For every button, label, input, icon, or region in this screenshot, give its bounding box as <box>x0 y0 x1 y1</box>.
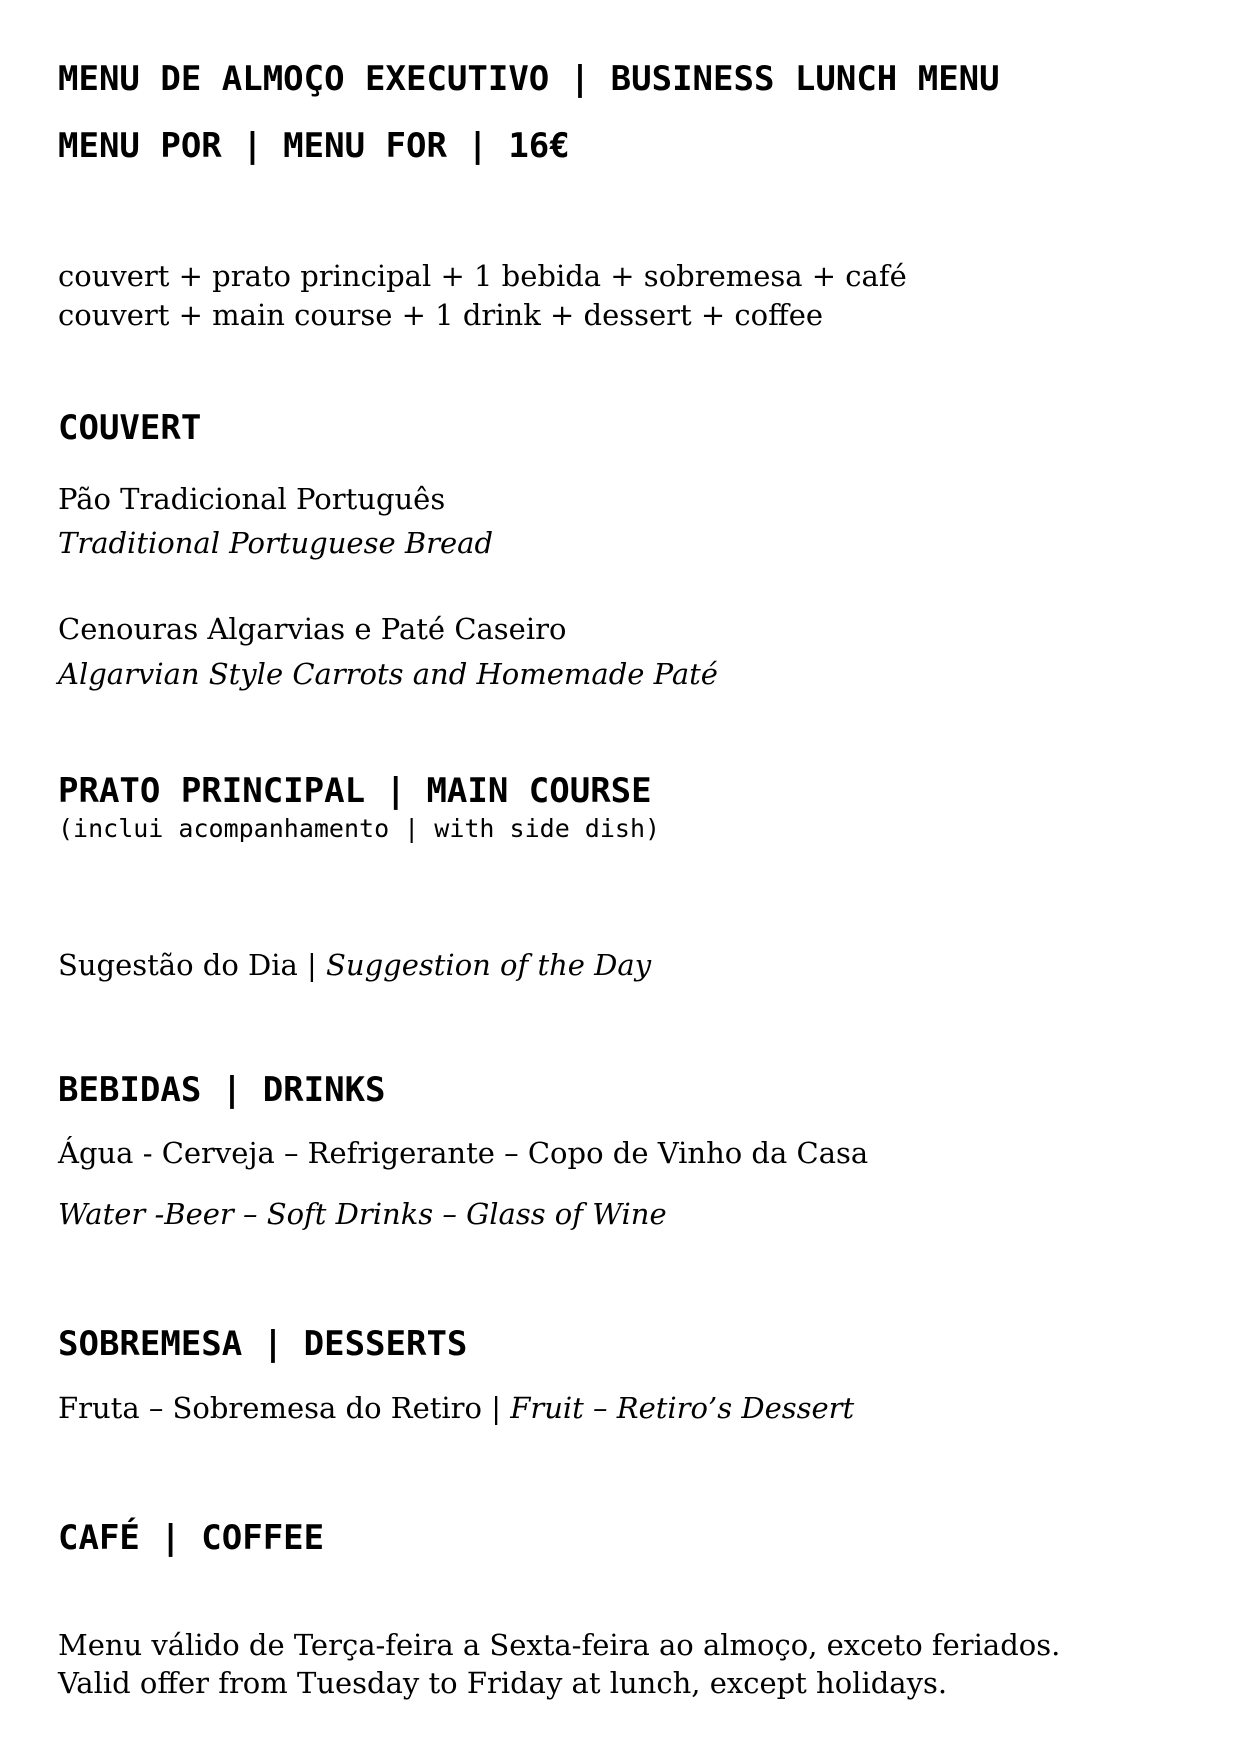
main-course-item-en: Suggestion of the Day <box>326 948 652 982</box>
section-heading-coffee: CAFÉ | COFFEE <box>58 1518 325 1558</box>
section-heading-desserts: SOBREMESA | DESSERTS <box>58 1324 468 1364</box>
intro-pt: couvert + prato principal + 1 bebida + sobremesa + café <box>58 259 907 293</box>
desserts-item-en: Fruit – Retiro’s Dessert <box>510 1391 855 1425</box>
drinks-pt: Água - Cerveja – Refrigerante – Copo de Vinho da Casa <box>58 1136 869 1170</box>
section-heading-couvert: COUVERT <box>58 408 202 448</box>
validity-note-en: Valid offer from Tuesday to Friday at lunch, except holidays. <box>58 1666 948 1700</box>
validity-note-pt: Menu válido de Terça-feira a Sexta-feira ao almoço, exceto feriados. <box>58 1628 1061 1662</box>
section-heading-drinks: BEBIDAS | DRINKS <box>58 1070 386 1110</box>
couvert-item-2-pt: Cenouras Algarvias e Paté Caseiro <box>58 612 567 646</box>
couvert-item-1-en: Traditional Portuguese Bread <box>58 526 494 560</box>
couvert-item-2-en: Algarvian Style Carrots and Homemade Paté <box>58 657 718 691</box>
intro-en: couvert + main course + 1 drink + dessert + coffee <box>58 298 824 332</box>
desserts-item <box>58 1391 855 1425</box>
section-heading-main-course: PRATO PRINCIPAL | MAIN COURSE <box>58 771 652 811</box>
main-course-item <box>58 948 652 982</box>
menu-title: MENU DE ALMOÇO EXECUTIVO | BUSINESS LUNCH MENU <box>58 59 1000 99</box>
main-course-subheading: (inclui acompanhamento | with side dish) <box>58 814 661 843</box>
drinks-en: Water -Beer – Soft Drinks – Glass of Wine <box>58 1197 667 1231</box>
menu-price-line: MENU POR | MENU FOR | 16€ <box>58 126 570 166</box>
desserts-item-pt: Fruta – Sobremesa do Retiro | <box>58 1391 511 1425</box>
main-course-item-pt: Sugestão do Dia | <box>58 948 327 982</box>
couvert-item-1-pt: Pão Tradicional Português <box>58 482 446 516</box>
